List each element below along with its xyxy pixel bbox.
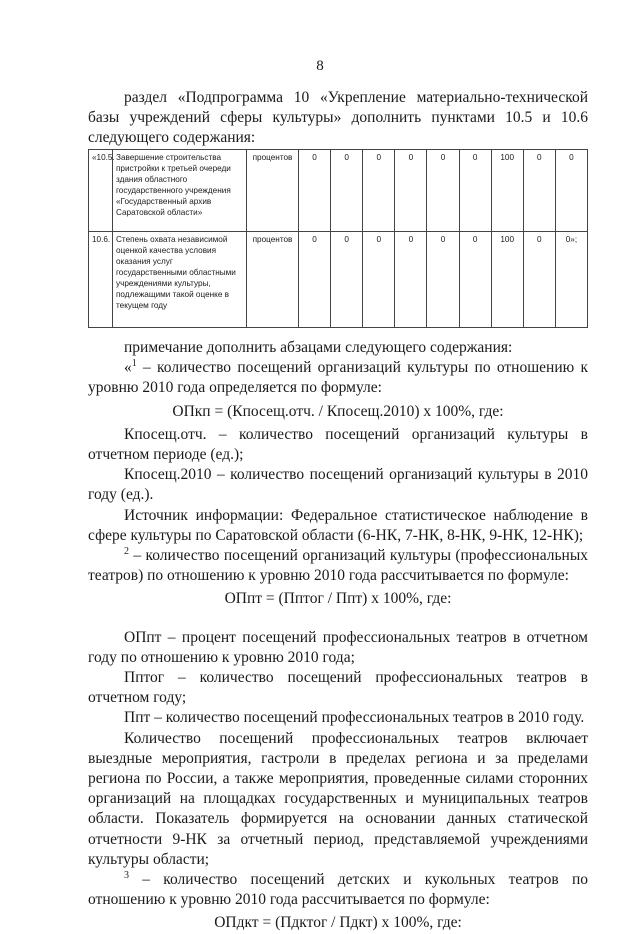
value-cell: 0: [523, 232, 555, 328]
table-row: [89, 232, 588, 328]
value-cell: 0: [363, 232, 395, 328]
row-number: «10.5.: [89, 150, 113, 232]
unit-cell: процентов: [247, 232, 299, 328]
footnote-1: «$^1$ – количество посещений организаций культуры по отношению к уровню 2010 года определяется по формуле:: [88, 358, 588, 397]
value-cell: 0: [555, 150, 587, 232]
intro-paragraph: раздел «Подпрограмма 10 «Укрепление материально-технической базы учреждений сферы культуры» дополнить пунктами 10.5 и 10.6 следующего содержания:: [88, 89, 588, 146]
formula-2: ОПпт = (Пптог / Ппт) х 100%, где:: [224, 590, 452, 608]
value-cell: 0: [427, 150, 459, 232]
value-cell: 0: [331, 232, 363, 328]
indicators-table: [88, 149, 588, 328]
theatres-paragraph: Количество посещений профессиональных театров включает выездные мероприятия, гастроли в пределах региона и за пределами региона по России, а также мероприятия, проведенные силами сторонних организаций на площадках государственных и муниципальных театров области. Показатель формируется на основании данных статической отчетности 9-НК за отчетный период, представляемой учреждениями культуры области;: [88, 729, 588, 868]
value-cell: 0: [299, 232, 331, 328]
definition: Ппт – количество посещений профессиональных театров в 2010 году.: [124, 709, 585, 727]
definition: Кпосещ.отч. – количество посещений организаций культуры в отчетном периоде (ед.);: [88, 425, 588, 464]
definition: Кпосещ.2010 – количество посещений организаций культуры в 2010 году (ед.).: [88, 466, 588, 504]
value-cell: 0: [459, 232, 491, 328]
notes-body: [88, 338, 588, 934]
indicator-name: Степень охвата независимой оценкой качества условия оказания услуг государственными областными учреждениями культуры, подлежащими такой оценке в текущем году: [113, 232, 247, 328]
footnote-3: $^3$ – количество посещений детских и кукольных театров по отношению к уровню 2010 года рассчитывается по формуле:: [88, 869, 588, 909]
unit-cell: процентов: [247, 150, 299, 232]
page-number: 8: [316, 58, 324, 74]
footnote-marker: 2: [124, 545, 129, 557]
formula-1: ОПкп = (Кпосещ.отч. / Кпосещ.2010) х 100%, где:: [172, 402, 504, 420]
value-cell: 100: [491, 232, 523, 328]
footnote-marker: 1: [131, 358, 137, 370]
formula-3: ОПдкт = (Пдктог / Пдкт) х 100%, где:: [214, 914, 462, 932]
value-cell: 0»;: [555, 232, 587, 328]
indicator-name: Завершение строительства пристройки к третьей очереди здания областного государственного учреждения «Государственный архив Саратовской области»: [113, 150, 247, 232]
value-cell: 0: [299, 150, 331, 232]
value-cell: 0: [363, 150, 395, 232]
value-cell: 100: [491, 150, 523, 232]
definition: Пптог – количество посещений профессиональных театров в отчетном году;: [88, 669, 588, 707]
note-intro: примечание дополнить абзацами следующего содержания:: [124, 339, 513, 356]
definition: ОПпт – процент посещений профессиональных театров в отчетном году по отношению к уровню 2010 года;: [88, 628, 588, 666]
table-row: [89, 150, 588, 232]
value-cell: 0: [395, 232, 427, 328]
source-note: Источник информации: Федеральное статистическое наблюдение в сфере культуры по Саратовской области (6-НК, 7-НК, 8-НК, 9-НК, 12-НК);: [88, 506, 588, 544]
row-number: 10.6.: [89, 232, 113, 328]
value-cell: 0: [395, 150, 427, 232]
value-cell: 0: [459, 150, 491, 232]
value-cell: 0: [523, 150, 555, 232]
value-cell: 0: [427, 232, 459, 328]
value-cell: 0: [331, 150, 363, 232]
footnote-2: $^2$ – количество посещений организаций культуры (профессиональных театров) по отношению к уровню 2010 года рассчитывается по формуле:: [88, 545, 588, 585]
footnote-marker: 3: [124, 869, 129, 881]
